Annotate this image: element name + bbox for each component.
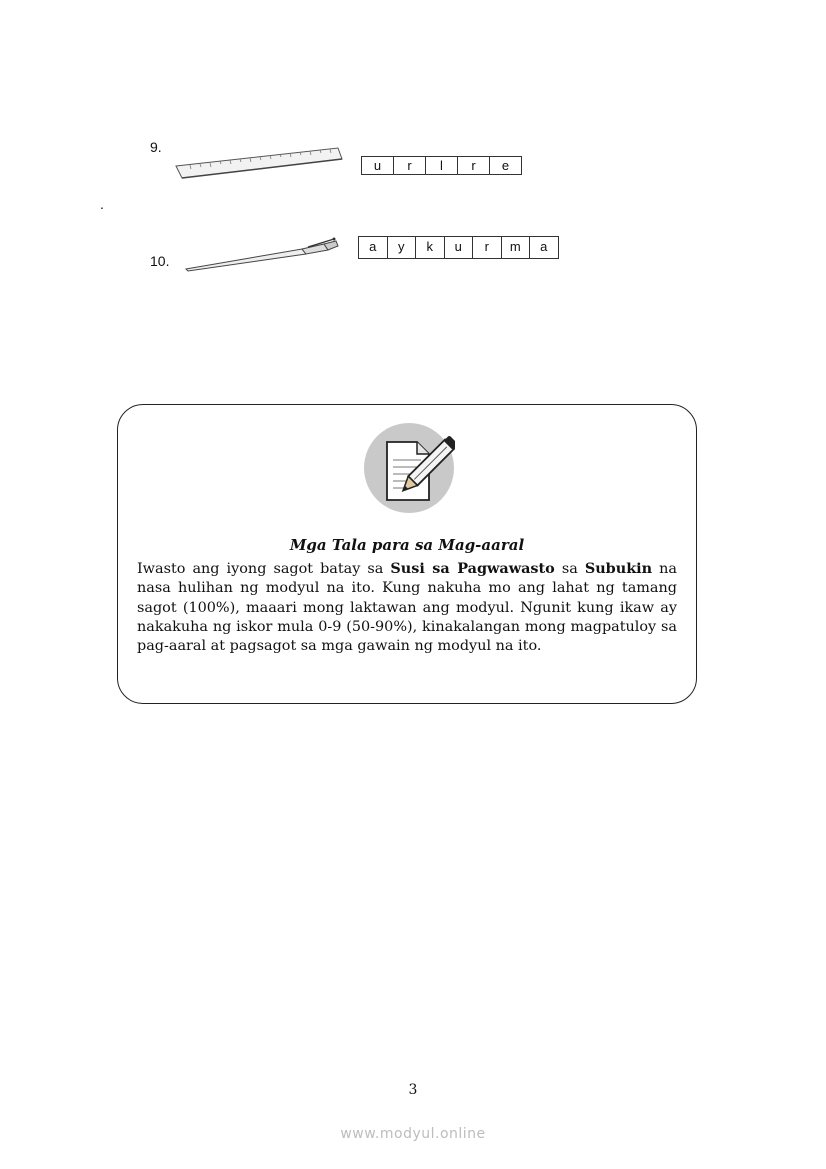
note-body xyxy=(137,559,677,656)
letter-box: a xyxy=(359,237,388,258)
scrambled-letters-9 xyxy=(361,156,522,175)
stray-mark: . xyxy=(100,196,104,212)
letter-box: u xyxy=(445,237,474,258)
letter-box: u xyxy=(362,157,394,174)
letter-box: y xyxy=(388,237,417,258)
note-pencil-icon xyxy=(363,422,455,514)
letter-box: e xyxy=(501,158,510,173)
watermark: www.modyul.online xyxy=(340,1126,486,1142)
note-text: Iwasto ang iyong sagot batay sa xyxy=(137,561,391,577)
page-number: 3 xyxy=(408,1082,418,1098)
pretest-label: Subukin xyxy=(584,560,653,577)
letter-box: r xyxy=(458,157,490,174)
note-text: na nasa hulihan ng modyul na ito. Kung nakuha mo ang lahat ng tamang sagot (100%), maaari mong laktawan ang modyul. Ngunit kung ikaw ay nakakuha ng iskor mula 0-9 (50-90%), kinakalangan mong magpatuloy sa pag-aaral at pagsagot sa mga gawain ng modyul na ito. xyxy=(137,561,677,655)
letter-box: r xyxy=(394,157,426,174)
item-number: 10. xyxy=(150,253,170,269)
scrambled-letters-10 xyxy=(358,236,559,259)
letter-box: l xyxy=(426,157,458,174)
student-notes-box xyxy=(117,404,697,704)
note-title: Mga Tala para sa Mag-aaral xyxy=(289,536,525,554)
ballpen-icon xyxy=(184,236,340,274)
letter-box: m xyxy=(502,237,531,258)
note-text: sa xyxy=(554,561,585,577)
letter-box: a xyxy=(540,239,548,254)
ruler-icon xyxy=(172,142,348,182)
answer-key-label: Susi sa Pagwawasto xyxy=(390,560,555,577)
item-number: 9. xyxy=(150,139,162,155)
letter-box: k xyxy=(416,237,445,258)
letter-box: r xyxy=(473,237,502,258)
